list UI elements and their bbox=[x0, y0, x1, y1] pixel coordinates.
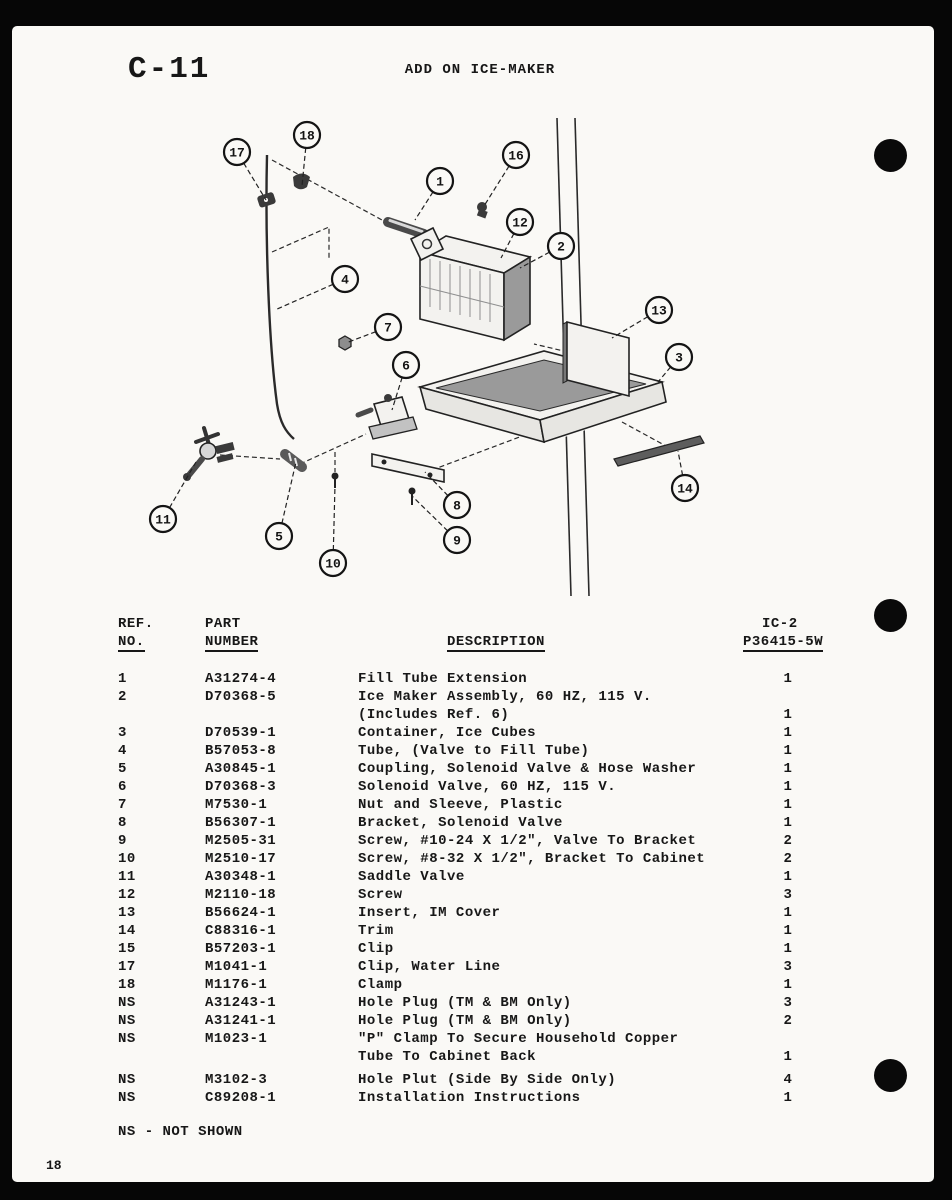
cell-part bbox=[205, 1048, 358, 1066]
cell-ref: NS bbox=[118, 1090, 136, 1106]
cell-part: C89208-1 bbox=[205, 1090, 277, 1106]
callout-17 bbox=[224, 139, 250, 165]
callout-16 bbox=[503, 142, 529, 168]
svg-text:16: 16 bbox=[508, 148, 524, 164]
cell-ref: 2 bbox=[118, 689, 127, 705]
callout-2 bbox=[548, 233, 574, 259]
trim-strip bbox=[614, 436, 704, 466]
callout-leader-7 bbox=[346, 332, 376, 343]
solenoid-valve bbox=[358, 394, 417, 439]
punch-hole bbox=[874, 1059, 907, 1092]
cell-part: A30348-1 bbox=[205, 869, 277, 885]
table-row bbox=[118, 724, 838, 742]
svg-text:5: 5 bbox=[275, 529, 283, 545]
cell-ref: 12 bbox=[118, 887, 136, 903]
callout-leader-1 bbox=[415, 192, 433, 220]
svg-text:4: 4 bbox=[341, 272, 349, 288]
table-row bbox=[118, 850, 838, 868]
punch-hole bbox=[874, 599, 907, 632]
solenoid-bracket bbox=[372, 454, 444, 482]
cell-qty: 1 bbox=[783, 725, 793, 741]
table-row bbox=[118, 760, 838, 778]
callout-leader-3 bbox=[658, 367, 671, 382]
cell-ref: NS bbox=[118, 995, 136, 1011]
cell-qty: 1 bbox=[783, 941, 793, 957]
cell-desc: Hole Plut (Side By Side Only) bbox=[358, 1072, 617, 1088]
page-title: ADD ON ICE-MAKER bbox=[404, 62, 556, 78]
tube-clip bbox=[477, 202, 488, 218]
cell-desc: Nut and Sleeve, Plastic bbox=[358, 797, 563, 813]
callout-9 bbox=[444, 527, 470, 553]
callout-1 bbox=[427, 168, 453, 194]
clamp bbox=[293, 174, 310, 190]
callout-leader-17 bbox=[244, 163, 266, 200]
cell-part: M1041-1 bbox=[205, 959, 268, 975]
cell-ref: NS bbox=[118, 1072, 136, 1088]
cell-part: A31241-1 bbox=[205, 1013, 277, 1029]
cell-desc: Insert, IM Cover bbox=[358, 905, 501, 921]
cell-qty: 1 bbox=[783, 671, 793, 687]
saddle-valve bbox=[183, 428, 235, 481]
cell-part: D70368-3 bbox=[205, 779, 277, 795]
cell-ref: 7 bbox=[118, 797, 127, 813]
cell-desc: Solenoid Valve, 60 HZ, 115 V. bbox=[358, 779, 617, 795]
svg-text:14: 14 bbox=[677, 481, 693, 497]
cell-qty: 1 bbox=[783, 743, 793, 759]
cell-part: B56624-1 bbox=[205, 905, 277, 921]
table-header bbox=[118, 616, 838, 652]
header-ref-2: NO. bbox=[118, 634, 145, 650]
cell-part: M3102-3 bbox=[205, 1072, 268, 1088]
cell-part: M2510-17 bbox=[205, 851, 277, 867]
svg-text:2: 2 bbox=[557, 239, 565, 255]
svg-text:9: 9 bbox=[453, 533, 461, 549]
callout-leader-11 bbox=[170, 462, 196, 508]
cell-part: A31243-1 bbox=[205, 995, 277, 1011]
nut-and-sleeve bbox=[339, 336, 351, 350]
svg-text:1: 1 bbox=[436, 174, 444, 190]
cell-qty: 1 bbox=[783, 1049, 793, 1065]
cell-desc: "P" Clamp To Secure Household Copper bbox=[358, 1031, 679, 1047]
cell-desc: Hole Plug (TM & BM Only) bbox=[358, 995, 572, 1011]
callout-14 bbox=[672, 475, 698, 501]
callout-leader-9 bbox=[412, 496, 448, 531]
cell-desc: Screw bbox=[358, 887, 403, 903]
callout-7 bbox=[375, 314, 401, 340]
parts-table bbox=[118, 616, 838, 1107]
cell-part: C88316-1 bbox=[205, 923, 277, 939]
cell-part: D70539-1 bbox=[205, 725, 277, 741]
svg-text:3: 3 bbox=[675, 350, 683, 366]
table-row bbox=[118, 1012, 838, 1030]
svg-text:8: 8 bbox=[453, 498, 461, 514]
cell-desc: Screw, #10-24 X 1/2", Valve To Bracket bbox=[358, 833, 697, 849]
cell-ref: NS bbox=[118, 1013, 136, 1029]
callout-6 bbox=[393, 352, 419, 378]
callout-leader-10 bbox=[333, 485, 335, 550]
callout-leader-14 bbox=[678, 451, 683, 475]
table-row bbox=[118, 940, 838, 958]
cell-ref bbox=[118, 706, 205, 724]
cell-part: A30845-1 bbox=[205, 761, 277, 777]
cell-desc: Hole Plug (TM & BM Only) bbox=[358, 1013, 572, 1029]
cell-ref: 8 bbox=[118, 815, 127, 831]
cell-desc: Saddle Valve bbox=[358, 869, 465, 885]
section-label: C-11 bbox=[128, 52, 211, 87]
table-row bbox=[118, 886, 838, 904]
callout-leader-13 bbox=[612, 317, 648, 338]
coupling bbox=[285, 453, 302, 467]
ice-maker-assembly bbox=[411, 228, 530, 340]
callout-3 bbox=[666, 344, 692, 370]
cell-qty: 4 bbox=[783, 1072, 793, 1088]
table-row bbox=[118, 1071, 838, 1089]
cell-qty: 1 bbox=[783, 707, 793, 723]
callout-leader-5 bbox=[282, 462, 296, 523]
cell-ref: NS bbox=[118, 1031, 136, 1047]
cell-ref: 3 bbox=[118, 725, 127, 741]
cell-qty: 3 bbox=[783, 887, 793, 903]
svg-text:7: 7 bbox=[384, 320, 392, 336]
cell-desc: Fill Tube Extension bbox=[358, 671, 528, 687]
svg-text:18: 18 bbox=[299, 128, 315, 144]
cell-part: A31274-4 bbox=[205, 671, 277, 687]
cell-ref: 13 bbox=[118, 905, 136, 921]
header-part-2: NUMBER bbox=[205, 634, 259, 650]
table-row bbox=[118, 1089, 838, 1107]
svg-text:11: 11 bbox=[155, 512, 171, 528]
cell-ref: 9 bbox=[118, 833, 127, 849]
cell-ref: 11 bbox=[118, 869, 136, 885]
callout-11 bbox=[150, 506, 176, 532]
cell-desc: Clip bbox=[358, 941, 394, 957]
header-ref-1: REF. bbox=[118, 616, 154, 632]
callout-12 bbox=[507, 209, 533, 235]
header-partslist: P36415-5W bbox=[743, 634, 824, 650]
callout-leader-16 bbox=[484, 166, 509, 206]
table-row bbox=[118, 1048, 838, 1066]
cell-qty: 1 bbox=[783, 815, 793, 831]
table-row bbox=[118, 832, 838, 850]
cell-desc: Bracket, Solenoid Valve bbox=[358, 815, 563, 831]
table-row bbox=[118, 976, 838, 994]
cell-qty: 1 bbox=[783, 869, 793, 885]
cell-desc: Ice Maker Assembly, 60 HZ, 115 V. bbox=[358, 689, 652, 705]
cell-desc: Installation Instructions bbox=[358, 1090, 581, 1106]
svg-text:10: 10 bbox=[325, 556, 341, 572]
cell-part: B56307-1 bbox=[205, 815, 277, 831]
table-row bbox=[118, 742, 838, 760]
water-line-clip bbox=[257, 192, 277, 209]
punch-hole bbox=[874, 139, 907, 172]
cell-part bbox=[205, 706, 358, 724]
callout-leader-4 bbox=[275, 284, 333, 310]
cell-ref bbox=[118, 1048, 205, 1066]
cell-desc: Container, Ice Cubes bbox=[358, 725, 537, 741]
header-model: IC-2 bbox=[762, 616, 798, 632]
cell-ref: 4 bbox=[118, 743, 127, 759]
cell-desc: Clamp bbox=[358, 977, 403, 993]
parts-table-body bbox=[118, 670, 838, 1107]
cell-part: M7530-1 bbox=[205, 797, 268, 813]
callout-18 bbox=[294, 122, 320, 148]
svg-text:17: 17 bbox=[229, 145, 245, 161]
cell-qty: 2 bbox=[783, 1013, 793, 1029]
cell-qty: 2 bbox=[783, 833, 793, 849]
cell-part: B57203-1 bbox=[205, 941, 277, 957]
cell-desc: Tube, (Valve to Fill Tube) bbox=[358, 743, 590, 759]
cell-qty bbox=[748, 1030, 828, 1048]
table-row bbox=[118, 796, 838, 814]
cell-qty: 1 bbox=[783, 977, 793, 993]
cell-part: D70368-5 bbox=[205, 689, 277, 705]
cell-qty: 1 bbox=[783, 905, 793, 921]
cell-ref: 18 bbox=[118, 977, 136, 993]
header-description: DESCRIPTION bbox=[447, 634, 545, 650]
cell-qty: 1 bbox=[783, 797, 793, 813]
cell-ref: 1 bbox=[118, 671, 127, 687]
page-number: 18 bbox=[46, 1158, 62, 1173]
table-row bbox=[118, 922, 838, 940]
cell-part: M1023-1 bbox=[205, 1031, 268, 1047]
cell-part: B57053-8 bbox=[205, 743, 277, 759]
cell-qty: 1 bbox=[783, 761, 793, 777]
header-part-1: PART bbox=[205, 616, 241, 632]
exploded-diagram bbox=[120, 110, 760, 610]
table-row bbox=[118, 706, 838, 724]
callout-8 bbox=[444, 492, 470, 518]
cell-desc: Tube To Cabinet Back bbox=[358, 1049, 537, 1065]
callout-13 bbox=[646, 297, 672, 323]
cell-ref: 17 bbox=[118, 959, 136, 975]
cell-qty: 2 bbox=[783, 851, 793, 867]
cell-ref: 15 bbox=[118, 941, 136, 957]
cell-desc: Coupling, Solenoid Valve & Hose Washer bbox=[358, 761, 697, 777]
table-row bbox=[118, 868, 838, 886]
cell-qty: 1 bbox=[783, 923, 793, 939]
callout-10 bbox=[320, 550, 346, 576]
svg-text:13: 13 bbox=[651, 303, 667, 319]
table-row bbox=[118, 958, 838, 976]
cell-desc: Trim bbox=[358, 923, 394, 939]
cell-desc: Screw, #8-32 X 1/2", Bracket To Cabinet bbox=[358, 851, 706, 867]
cell-qty: 3 bbox=[783, 995, 793, 1011]
cell-desc: Clip, Water Line bbox=[358, 959, 501, 975]
cell-qty: 3 bbox=[783, 959, 793, 975]
table-row bbox=[118, 778, 838, 796]
cell-qty: 1 bbox=[783, 779, 793, 795]
table-row bbox=[118, 670, 838, 688]
callout-5 bbox=[266, 523, 292, 549]
table-row bbox=[118, 688, 838, 706]
cell-part: M2110-18 bbox=[205, 887, 277, 903]
cell-ref: 14 bbox=[118, 923, 136, 939]
cell-part: M2505-31 bbox=[205, 833, 277, 849]
table-row bbox=[118, 814, 838, 832]
table-row bbox=[118, 994, 838, 1012]
svg-text:12: 12 bbox=[512, 215, 528, 231]
cell-ref: 6 bbox=[118, 779, 127, 795]
table-row bbox=[118, 1030, 838, 1048]
table-row bbox=[118, 904, 838, 922]
cell-desc: (Includes Ref. 6) bbox=[358, 707, 510, 723]
cell-qty: 1 bbox=[783, 1090, 793, 1106]
svg-text:6: 6 bbox=[402, 358, 410, 374]
cell-ref: 10 bbox=[118, 851, 136, 867]
callout-4 bbox=[332, 266, 358, 292]
cell-part: M1176-1 bbox=[205, 977, 268, 993]
footnote: NS - NOT SHOWN bbox=[118, 1124, 243, 1140]
cell-qty bbox=[748, 688, 828, 706]
cell-ref: 5 bbox=[118, 761, 127, 777]
